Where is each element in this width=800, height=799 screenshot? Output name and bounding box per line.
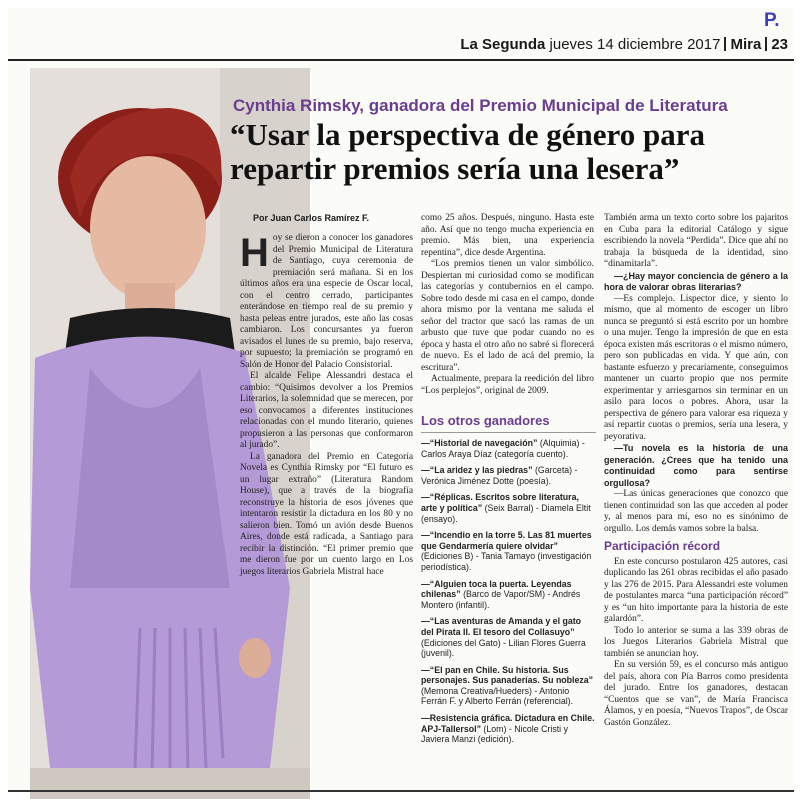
winner-item: —“Réplicas. Escritos sobre literatura, arte y política” (Seix Barral) - Diamela Eltit (ensayo). bbox=[421, 492, 591, 524]
divider bbox=[724, 37, 726, 51]
sidebar-title: Los otros ganadores bbox=[421, 413, 596, 433]
newspaper-name: La Segunda bbox=[460, 36, 546, 53]
paragraph: Actualmente, prepara la reedición del libro “Los perplejos”, original de 2009. bbox=[421, 374, 594, 396]
paragraph: “Los premios tienen un valor simbólico. Despiertan mi curiosidad como se modifican las categorías y contubernios en el campo. Sobre todo desde mi casa en el campo, donde ahora mismo por la ventana me saluda el señor del tractor que sacó las ramas de un arbusto que tuve que podar cuando no es época y hasta el otro año no sabré si florecerá de nuevo. Es el lado de acá del premio, la escritura”. bbox=[421, 259, 594, 373]
winner-item: —“Incendio en la torre 5. Las 81 muertes que Gendarmería quiere olvidar” (Ediciones B) - Tania Tamayo (investigación periodística). bbox=[421, 530, 592, 572]
winner-item: —“El pan en Chile. Su historia. Sus personajes. Sus panaderías. Su nobleza” (Memona Creativa/Hueders) - Antonio Ferrán F. y Alberto Ferrán (referencial). bbox=[421, 664, 594, 707]
article-column-2 bbox=[421, 213, 594, 397]
paragraph: La ganadora del Premio en Categoría Novela es Cynthia Rimsky por “El futuro es un lugar extraño” (Literatura Random House), que a través de la biografía reconstruye la historia de esos jóvenes que intentaron resistir la dictadura en los 80 y no salieron bien. Tomó un avión desde Buenos Aires, donde está radicada, a Santiago para recibir la distinción. “El primer premio que me dieron fue por un cuento largo en Los juegos literarios Gabriela Mistral hace bbox=[240, 451, 413, 577]
interview-answer: —Es complejo. Lispector dice, y siento lo mismo, que al momento de escoger un libro nunca se preguntó si está escrito por un hombre o una mujer. Tengo la impresión de que en esta época existen más escritoras o el mismo número, pero son publicadas en vida. Y que aún, con bastante esfuerzo y precariamente, conseguimos mantener un cuarto propio que nos permite experimentar y arriesgarnos sin terminar en un asilo para locos o pobres. Ahora, usar la perspectiva de género para valorar esa riqueza y así repartir cuotas o premios, sería una lesera, y peyorativa. bbox=[604, 293, 788, 442]
article-column-3 bbox=[604, 213, 788, 729]
divider bbox=[765, 37, 767, 51]
section-subhead: Participación récord bbox=[604, 539, 721, 553]
winner-item: —“La aridez y las piedras” (Garceta) - Verónica Jiménez Dotte (poesía). bbox=[421, 465, 578, 486]
article-headline: “Usar la perspectiva de género para repartir premios sería una lesera” bbox=[230, 117, 705, 186]
newspaper-page bbox=[8, 8, 794, 792]
winner-item: —“Alguien toca la puerta. Leyendas chilenas” (Barco de Vapor/SM) - Andrés Montero (infantil). bbox=[421, 578, 581, 610]
winner-item: —“Historial de navegación” (Alquimia) - Carlos Araya Díaz (categoría cuento). bbox=[421, 438, 585, 459]
winner-item: —“Las aventuras de Amanda y el gato del Pirata II. El tesoro del Collasuyo” (Ediciones del Gato) - Lilian Flores Guerra (juvenil). bbox=[421, 616, 586, 659]
article-column-1 bbox=[240, 233, 413, 578]
masthead-rule bbox=[8, 59, 794, 61]
paragraph: También arma un texto corto sobre los pajaritos en Cuba para la editorial Catálogo y sigue escribiendo la novela “Perdida”. Dice que ahí no trabaja la búsqueda de la identidad, sino “dinamitarla”. bbox=[604, 213, 788, 269]
interview-question: —Tu novela es la historia de una generación. ¿Crees que ha tenido una continuidad como para sentirse orgullosa? bbox=[604, 443, 788, 488]
handwritten-mark: P. bbox=[764, 10, 780, 31]
byline: Por Juan Carlos Ramírez F. bbox=[253, 213, 370, 223]
paragraph: El alcalde Felipe Alessandri destaca el cambio: “Quisimos devolver a los Premios Literarios, la solemnidad que se merecen, por eso convocamos a diferentes instituciones relacionadas con el mundo literario, quienes propusieron a las personas que conformaron al jurado”. bbox=[240, 371, 413, 450]
interview-question: —¿Hay mayor conciencia de género a la hora de valorar obras literarias? bbox=[604, 270, 788, 292]
paragraph: oy se dieron a conocer los ganadores del Premio Municipal de Literatura de Santiago, cuya ceremonia de premiación será mañana. Si en los últimos años era una especie de Oscar local, con el centro cerrado, participantes enterándose en tiempo real de su premio y hasta peleas entre jurados, este año las cosas cambiaron. Los concursantes ya fueron avisados el lunes de su premio, bajo reserva, por supuesto; la premiación se programó en Salón de Honor del Palacio Consistorial. bbox=[240, 233, 413, 370]
interview-answer: —Las únicas generaciones que conozco que tienen continuidad son las que acceden al poder y, al menos para mí, eso no es sinónimo de orgullo. Los demás vamos sobre la balsa. bbox=[604, 489, 788, 534]
other-winners-box bbox=[421, 413, 596, 751]
masthead bbox=[8, 32, 794, 60]
drop-cap: H bbox=[240, 231, 269, 275]
section-name: Mira bbox=[730, 36, 762, 53]
paragraph: Todo lo anterior se suma a las 339 obras de los Juegos Literarios Gabriela Mistral que también se anuncian hoy. bbox=[604, 625, 788, 659]
article-kicker: Cynthia Rimsky, ganadora del Premio Municipal de Literatura bbox=[233, 96, 728, 115]
issue-date: jueves 14 diciembre 2017 bbox=[549, 36, 721, 53]
page-number: 23 bbox=[771, 36, 788, 53]
paragraph: En su versión 59, es el concurso más antiguo del país, ahora con Pía Barros como presidenta del jurado. Entre los ganadores, destacan “Cuentos que se van”, de María Francisca Álamos, y en poesía, “Nuevos Trapos”, de Oscar Gastón González. bbox=[604, 660, 788, 728]
publication-line bbox=[460, 36, 788, 53]
footer-rule bbox=[8, 790, 794, 792]
paragraph: como 25 años. Después, ninguno. Hasta este año. Así que no tengo mucha experiencia en premio. Más bien, una experiencia repentina”, dice desde Argentina. bbox=[421, 213, 594, 258]
winner-item: —Resistencia gráfica. Dictadura en Chile. APJ-Tallersol” (Lom) - Nicole Cristi y Javiera Manzi (edición). bbox=[421, 713, 595, 745]
paragraph: En este concurso postularon 425 autores, casi duplicando las 261 obras recibidas el año pasado y las 276 de 2015. Para Alessandri este volumen de postulantes marca “una participación récord” y es “un hito importante para la historia de este galardón”. bbox=[604, 556, 788, 624]
